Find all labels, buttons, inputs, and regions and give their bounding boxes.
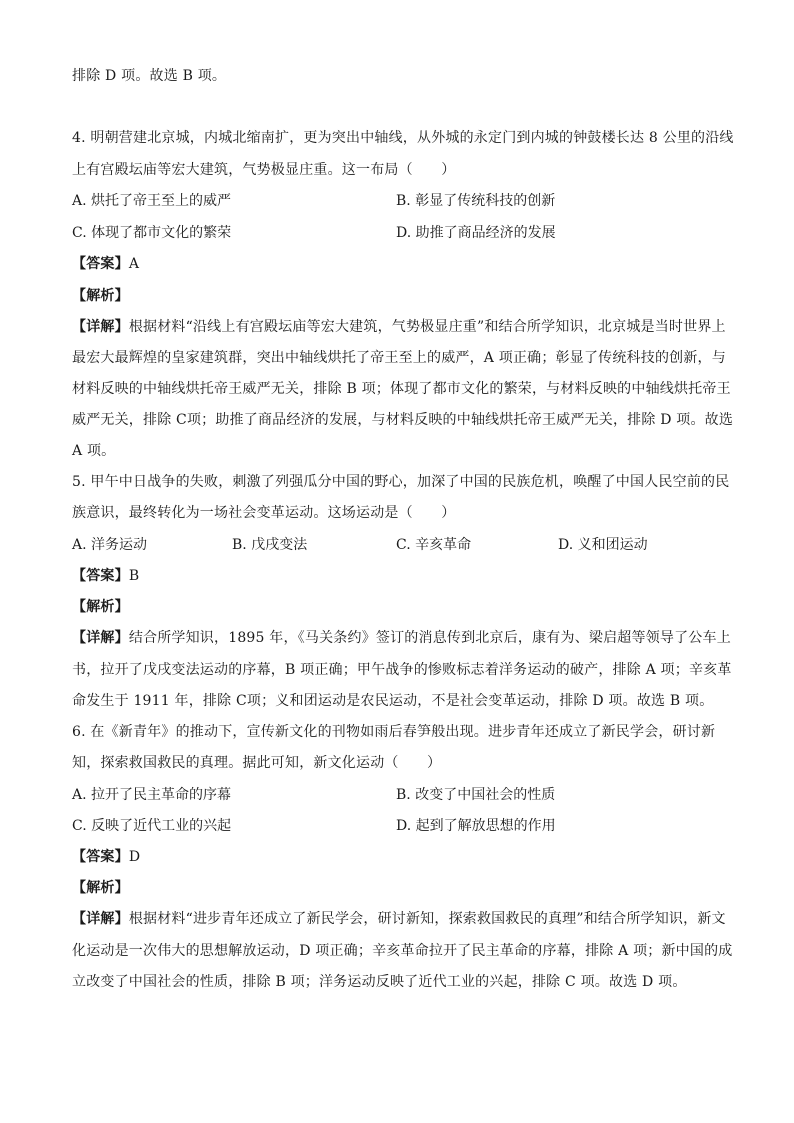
q6-detail-text-1: 根据材料“进步青年还成立了新民学会，研讨新知，探索救国救民的真理”和结合所学知识，新文 [128, 911, 726, 927]
q4-answer [72, 254, 139, 274]
q4-stem-line-1: 4. 明朝营建北京城，内城北缩南扩，更为突出中轴线，从外城的永定门到内城的钟鼓楼长达 8 公里的沿线 [72, 130, 734, 146]
q5-option-c: C. 辛亥革命 [396, 537, 472, 553]
q5-detail-line-1 [72, 628, 731, 648]
q6-option-c: C. 反映了近代工业的兴起 [72, 818, 232, 834]
q5-answer [72, 566, 139, 586]
q5-option-b: B. 戊戌变法 [232, 537, 308, 553]
q4-detail-line-5: A 项。 [72, 443, 116, 459]
q4-detail-line-3: 材料反映的中轴线烘托帝王威严无关，排除 B 项；体现了都市文化的繁荣，与材料反映的中轴线烘托帝王 [72, 381, 731, 397]
q6-option-d: D. 起到了解放思想的作用 [396, 818, 556, 834]
q5-detail-line-2: 书，拉开了戊戌变法运动的序幕，B 项正确；甲午战争的惨败标志着洋务运动的破产，排除 A 项；辛亥革 [72, 662, 732, 678]
q4-option-a: A. 烘托了帝王至上的威严 [72, 193, 232, 209]
q6-detail-line-3: 立改变了中国社会的性质，排除 B 项；洋务运动反映了近代工业的兴起，排除 C 项。故选 D 项。 [72, 974, 687, 990]
q4-detail-line-4: 威严无关，排除 C项；助推了商品经济的发展，与材料反映的中轴线烘托帝王威严无关，排除 D 项。故选 [72, 412, 734, 428]
q4-stem-line-2: 上有宫殿坛庙等宏大建筑，气势极显庄重。这一布局（ ） [72, 162, 456, 178]
q4-detail-tag: 【详解】 [72, 319, 129, 335]
q6-analysis-tag: 【解析】 [72, 880, 129, 896]
q5-analysis-tag: 【解析】 [72, 599, 129, 615]
q5-detail-line-3: 命发生于 1911 年，排除 C项；义和团运动是农民运动，不是社会变革运动，排除 D 项。故选 B 项。 [72, 693, 714, 709]
q6-detail-line-1 [72, 909, 726, 929]
q5-answer-tag: 【答案】 [72, 568, 129, 584]
q4-answer-value: A [128, 256, 140, 272]
q5-option-a: A. 洋务运动 [72, 537, 148, 553]
q6-answer [72, 847, 140, 867]
q6-stem-line-2: 知，探索救国救民的真理。据此可知，新文化运动（ ） [72, 755, 442, 771]
q4-detail-line-1 [72, 317, 726, 337]
q4-analysis-tag: 【解析】 [72, 288, 129, 304]
q5-stem-line-1: 5. 甲午中日战争的失败，刺激了列强瓜分中国的野心，加深了中国的民族危机，唤醒了中国人民空前的民 [72, 474, 730, 490]
q5-option-d: D. 义和团运动 [558, 537, 648, 553]
q6-answer-tag: 【答案】 [72, 849, 129, 865]
previous-answer-tail: 排除 D 项。故选 B 项。 [72, 68, 227, 84]
q6-option-a: A. 拉开了民主革命的序幕 [72, 787, 232, 803]
q4-detail-text-1: 根据材料“沿线上有宫殿坛庙等宏大建筑，气势极显庄重”和结合所学知识，北京城是当时世界上 [128, 319, 726, 335]
q4-answer-tag: 【答案】 [72, 256, 129, 272]
q4-detail-line-2: 最宏大最辉煌的皇家建筑群，突出中轴线烘托了帝王至上的威严，A 项正确；彰显了传统科技的创新，与 [72, 350, 726, 366]
q5-answer-value: B [128, 568, 140, 584]
q4-option-c: C. 体现了都市文化的繁荣 [72, 225, 232, 241]
q5-detail-tag: 【详解】 [72, 630, 129, 646]
q6-stem-line-1: 6. 在《新青年》的推动下，宣传新文化的刊物如雨后春笋般出现。进步青年还成立了新民学会，研讨新 [72, 724, 716, 740]
q6-detail-tag: 【详解】 [72, 911, 129, 927]
q6-answer-value: D [128, 849, 141, 865]
q5-detail-text-1: 结合所学知识，1895 年，《马关条约》签订的消息传到北京后，康有为、梁启超等领导了公车上 [128, 630, 731, 646]
q4-option-d: D. 助推了商品经济的发展 [396, 225, 556, 241]
q6-detail-line-2: 化运动是一次伟大的思想解放运动，D 项正确；辛亥革命拉开了民主革命的序幕，排除 A 项；新中国的成 [72, 943, 733, 959]
q4-option-b: B. 彰显了传统科技的创新 [396, 193, 556, 209]
q6-option-b: B. 改变了中国社会的性质 [396, 787, 556, 803]
q5-stem-line-2: 族意识，最终转化为一场社会变革运动。这场运动是（ ） [72, 505, 456, 521]
